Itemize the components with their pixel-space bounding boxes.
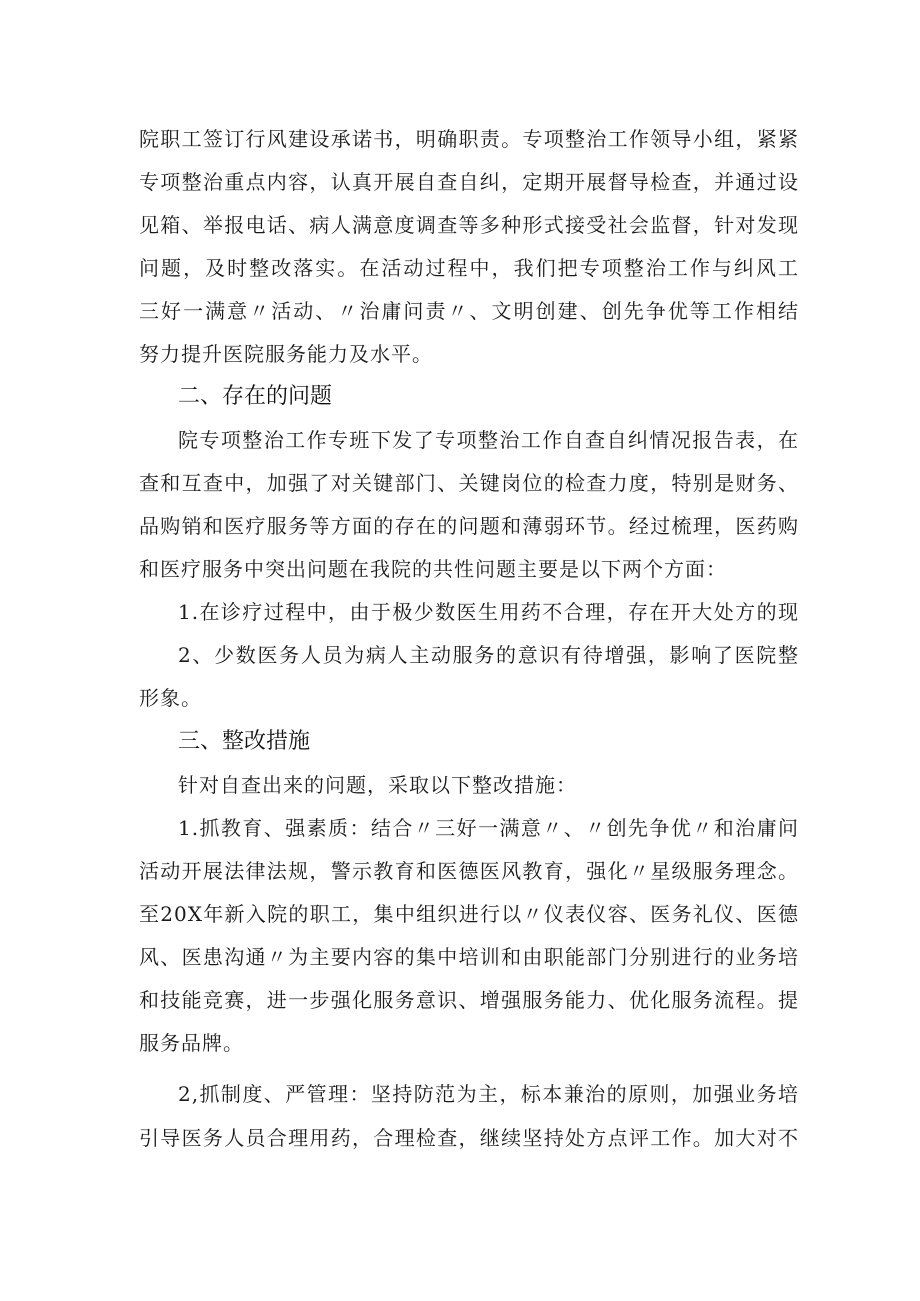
paragraph-line: 活动开展法律法规，警示教育和医德医风教育，强化〃星级服务理念。: [139, 859, 799, 883]
paragraph-line: 院专项整治工作专班下发了专项整治工作自查自纠情况报告表，在: [178, 428, 799, 452]
paragraph-line: 问题，及时整改落实。在活动过程中，我们把专项整治工作与纠风工: [139, 256, 799, 280]
section-heading: 二、存在的问题: [178, 384, 333, 409]
list-item: 1.在诊疗过程中，由于极少数医生用药不合理，存在开大处方的现: [178, 600, 799, 624]
paragraph-line: 见箱、举报电话、病人满意度调查等多种形式接受社会监督，针对发现: [139, 213, 799, 237]
paragraph-line: 针对自查出来的问题，采取以下整改措施：: [178, 773, 577, 797]
paragraph-line: 努力提升医院服务能力及水平。: [139, 342, 433, 366]
list-item-continuation: 形象。: [139, 686, 202, 710]
list-item: 2、少数医务人员为病人主动服务的意识有待增强，影响了医院整: [178, 643, 799, 667]
section-heading: 三、整改措施: [178, 729, 311, 754]
paragraph-line: 引导医务人员合理用药，合理检查，继续坚持处方点评工作。加大对不: [139, 1126, 799, 1150]
paragraph-line: 至20X年新入院的职工，集中组织进行以〃仪表仪容、医务礼仪、医德: [139, 902, 799, 926]
paragraph-line: 专项整治重点内容，认真开展自查自纠，定期开展督导检查，并通过设: [139, 170, 799, 194]
paragraph-line: 服务品牌。: [139, 1031, 244, 1055]
list-item: 2,抓制度、严管理：坚持防范为主，标本兼治的原则，加强业务培: [178, 1082, 799, 1106]
paragraph-line: 品购销和医疗服务等方面的存在的问题和薄弱环节。经过梳理，医药购: [139, 514, 799, 538]
paragraph-line: 查和互查中，加强了对关键部门、关键岗位的检查力度，特别是财务、: [139, 471, 799, 495]
paragraph-line: 院职工签订行风建设承诺书，明确职责。专项整治工作领导小组，紧紧: [139, 127, 799, 151]
paragraph-line: 和技能竞赛，进一步强化服务意识、增强服务能力、优化服务流程。提: [139, 988, 799, 1012]
paragraph-line: 和医疗服务中突出问题在我院的共性问题主要是以下两个方面：: [139, 557, 727, 581]
paragraph-line: 风、医患沟通〃为主要内容的集中培训和由职能部门分别进行的业务培: [139, 945, 799, 969]
paragraph-line: 三好一满意〃活动、〃治庸问责〃、文明创建、创先争优等工作相结: [139, 299, 799, 323]
list-item: 1.抓教育、强素质：结合〃三好一满意〃、〃创先争优〃和治庸问: [178, 816, 799, 840]
